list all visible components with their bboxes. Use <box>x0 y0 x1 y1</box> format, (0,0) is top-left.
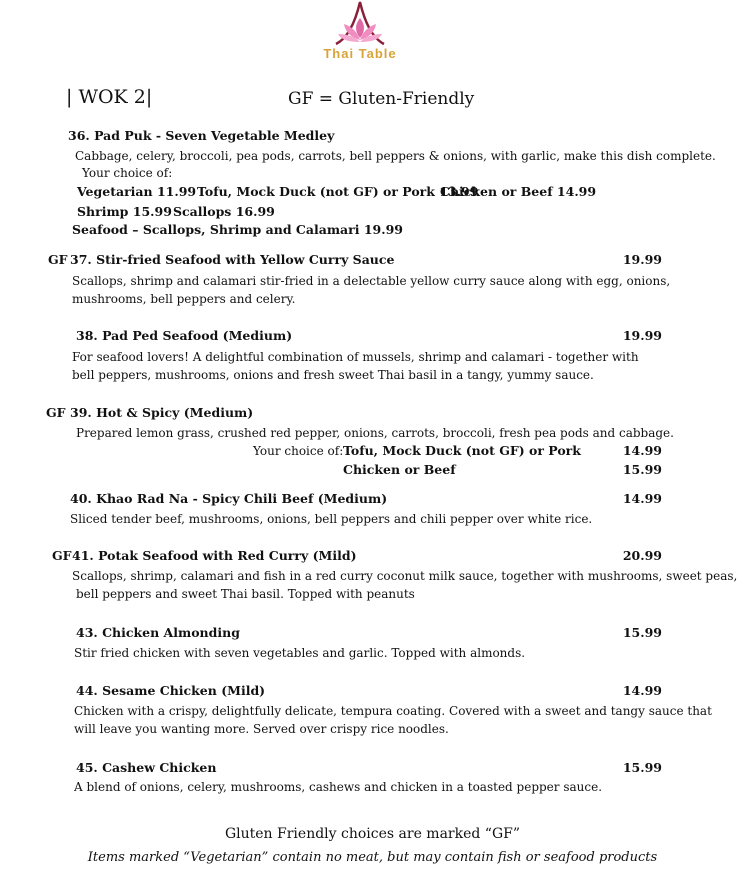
item-description: Cabbage, celery, broccoli, pea pods, carrots, bell peppers & onions, with garlic, make this dish complete. <box>75 149 716 163</box>
choice-label: Your choice of: <box>253 444 344 458</box>
item-price: 19.99 <box>622 328 662 343</box>
option-tofu-mock-duck-pork: Tofu, Mock Duck (not GF) or Pork 13.99 <box>197 184 479 199</box>
choice-label: Your choice of: <box>82 166 173 180</box>
choice-price: 15.99 <box>622 462 662 477</box>
item-title: 39. Hot & Spicy (Medium) <box>70 405 254 420</box>
item-description: Stir fried chicken with seven vegetables and garlic. Topped with almonds. <box>74 646 526 660</box>
item-description: Prepared lemon grass, crushed red pepper, onions, carrots, broccoli, fresh pea pods and cabbage. <box>76 426 674 440</box>
item-description: bell peppers, mushrooms, onions and fresh sweet Thai basil in a tangy, yummy sauce. <box>72 368 594 382</box>
option-vegetarian: Vegetarian 11.99 <box>77 184 197 199</box>
item-description: Chicken with a crispy, delightfully delicate, tempura coating. Covered with a sweet and tangy sauce that <box>74 704 712 718</box>
option-shrimp: Shrimp 15.99 <box>77 204 172 219</box>
section-title: | WOK 2| <box>66 86 153 108</box>
item-price: 15.99 <box>622 625 662 640</box>
item-title: 37. Stir-fried Seafood with Yellow Curry Sauce <box>70 252 395 267</box>
item-price: 20.99 <box>622 548 662 563</box>
item-title: 44. Sesame Chicken (Mild) <box>76 683 266 698</box>
item-description: mushrooms, bell peppers and celery. <box>72 292 296 306</box>
item-description: will leave you wanting more. Served over crispy rice noodles. <box>74 722 449 736</box>
gf-badge: GF <box>52 548 72 563</box>
item-description: Scallops, shrimp, calamari and fish in a red curry coconut milk sauce, together with mushrooms, sweet peas, <box>72 569 738 583</box>
item-title: 41. Potak Seafood with Red Curry (Mild) <box>72 548 357 563</box>
option-scallops: Scallops 16.99 <box>173 204 275 219</box>
item-title: 38. Pad Ped Seafood (Medium) <box>76 328 293 343</box>
gf-badge: GF <box>48 252 68 267</box>
gf-badge: GF <box>46 405 66 420</box>
logo-text: Thai Table <box>323 46 397 61</box>
item-description: bell peppers and sweet Thai basil. Topped with peanuts <box>76 587 415 601</box>
vegetarian-footnote: Items marked “Vegetarian” contain no meat, but may contain fish or seafood products <box>87 850 658 865</box>
item-description: Scallops, shrimp and calamari stir-fried in a delectable yellow curry sauce along with egg, onions, <box>72 274 671 288</box>
choice-price: 14.99 <box>622 443 662 458</box>
item-description: Sliced tender beef, mushrooms, onions, bell peppers and chili pepper over white rice. <box>70 512 593 526</box>
item-price: 14.99 <box>622 491 662 506</box>
item-title: 45. Cashew Chicken <box>76 760 217 775</box>
item-description: For seafood lovers! A delightful combination of mussels, shrimp and calamari - together with <box>72 350 639 364</box>
choice-tofu-mock-duck-pork: Tofu, Mock Duck (not GF) or Pork <box>343 443 581 458</box>
item-title: 36. Pad Puk - Seven Vegetable Medley <box>68 128 335 143</box>
restaurant-logo <box>300 0 420 68</box>
item-title: 40. Khao Rad Na - Spicy Chili Beef (Medium) <box>70 491 388 506</box>
gf-footnote: Gluten Friendly choices are marked “GF” <box>224 826 521 842</box>
gf-legend: GF = Gluten-Friendly <box>288 89 475 109</box>
lotus-pagoda-icon <box>330 0 390 50</box>
item-price: 19.99 <box>622 252 662 267</box>
item-price: 14.99 <box>622 683 662 698</box>
option-seafood: Seafood – Scallops, Shrimp and Calamari 19.99 <box>72 222 403 237</box>
item-title: 43. Chicken Almonding <box>76 625 240 640</box>
choice-chicken-beef: Chicken or Beef <box>343 462 456 477</box>
item-description: A blend of onions, celery, mushrooms, cashews and chicken in a toasted pepper sauce. <box>74 780 603 794</box>
item-price: 15.99 <box>622 760 662 775</box>
option-chicken-beef: Chicken or Beef 14.99 <box>440 184 597 199</box>
